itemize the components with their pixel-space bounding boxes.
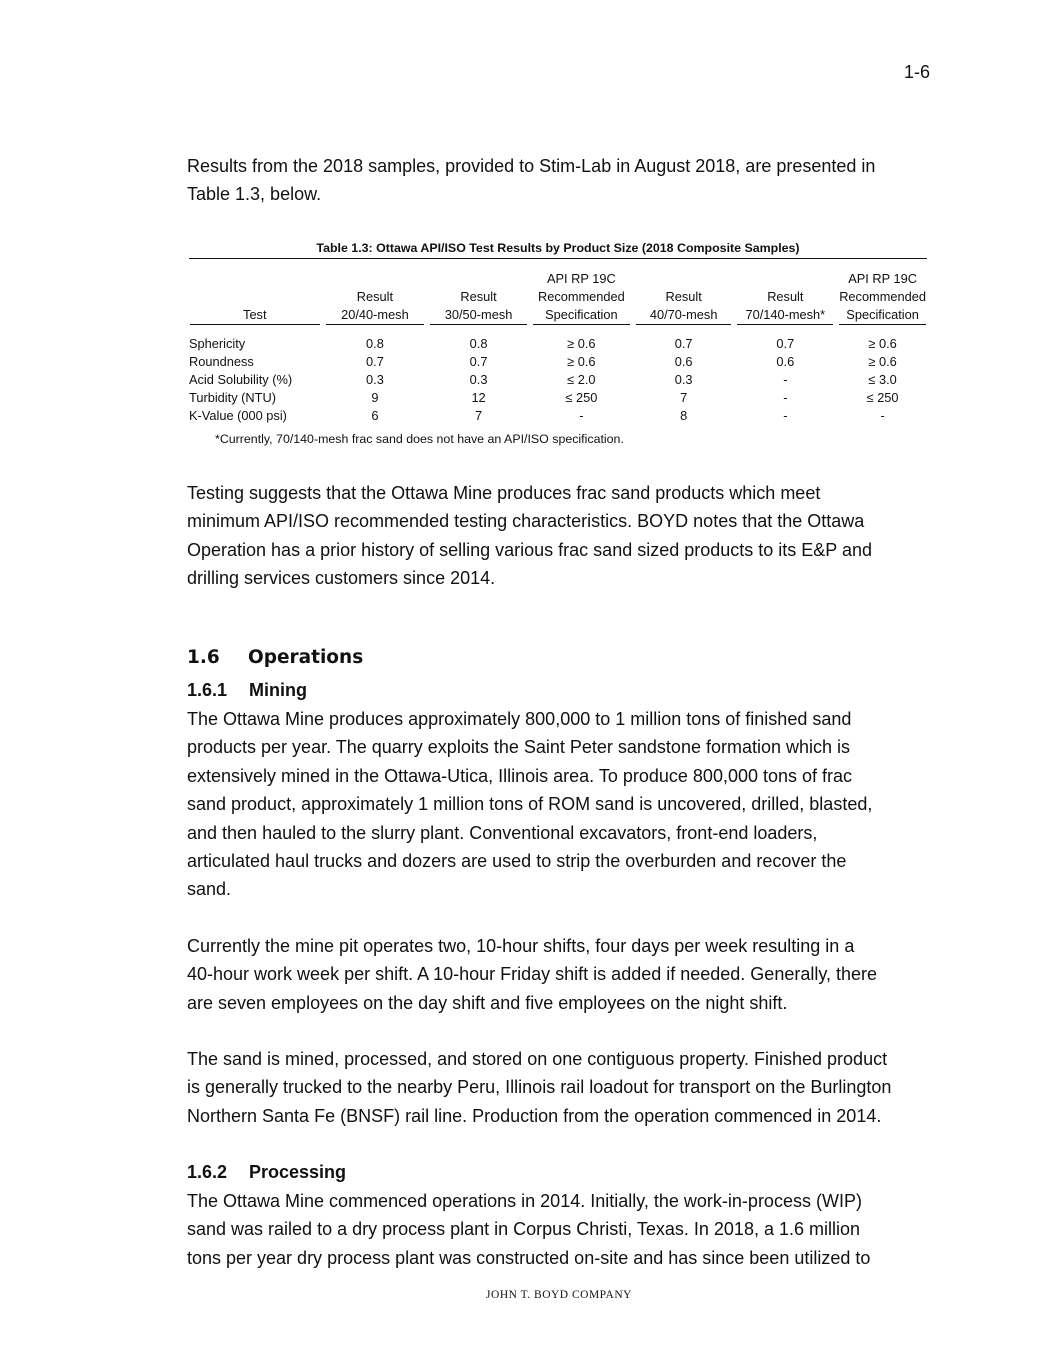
header-spec-1: API RP 19C Recommended Specification	[530, 270, 633, 325]
section-title: Operations	[248, 647, 364, 668]
table-cell: ≤ 250	[565, 390, 598, 405]
table-cell: ≤ 3.0	[868, 372, 897, 387]
row-test-label: K-Value (000 psi)	[189, 408, 287, 423]
subsection-heading-processing	[187, 1162, 346, 1183]
section-number: 1.6	[187, 647, 220, 668]
table-cell: -	[880, 408, 885, 423]
table-cell: 0.7	[469, 354, 488, 369]
table-header-row	[187, 270, 929, 325]
table-row	[187, 389, 929, 407]
testing-paragraph: Testing suggests that the Ottawa Mine produces frac sand products which meet minimum API/ISO recommended testing characteristics. BOYD notes that the Ottawa Operation has a prior history of selling various frac sand sized products to its E&P and drilling services customers since 2014.	[187, 483, 873, 589]
row-test-label: Acid Solubility (%)	[189, 372, 293, 387]
table-row	[187, 371, 929, 389]
table-cell: 0.8	[469, 336, 488, 351]
table-cell: 12	[471, 390, 486, 405]
row-test-label: Roundness	[189, 354, 254, 369]
header-test: Test	[187, 270, 323, 325]
row-test-label: Sphericity	[189, 336, 246, 351]
row-test-label: Turbidity (NTU)	[189, 390, 276, 405]
table-cell: ≤ 2.0	[567, 372, 596, 387]
table-cell: ≥ 0.6	[567, 336, 596, 351]
section-heading	[187, 647, 363, 668]
header-result-70-140: Result 70/140-mesh*	[734, 270, 836, 325]
table-row	[187, 335, 929, 353]
table-cell: 6	[371, 408, 379, 423]
table-cell: ≥ 0.6	[567, 354, 596, 369]
page-number: 1-6	[904, 62, 931, 82]
table-cell: 0.7	[674, 336, 693, 351]
table-cell: -	[579, 408, 584, 423]
processing-paragraph: The Ottawa Mine commenced operations in 2014. Initially, the work-in-process (WIP) sand was railed to a dry process plant in Corpus Christi, Texas. In 2018, a 1.6 million tons per year dry process plant was constructed on-site and has since been utilized to	[187, 1191, 871, 1268]
table-cell: 8	[680, 408, 688, 423]
mining-paragraph-3: The sand is mined, processed, and stored on one contiguous property. Finished product is generally trucked to the nearby Peru, Illinois rail loadout for transport on the Burlington Northern Santa Fe (BNSF) rail line. Production from the operation commenced in 2014.	[187, 1049, 892, 1126]
page-footer: JOHN T. BOYD COMPANY	[486, 1289, 632, 1301]
table-row	[187, 353, 929, 371]
header-result-30-50: Result 30/50-mesh	[427, 270, 530, 325]
header-spec-2: API RP 19C Recommended Specification	[836, 270, 929, 325]
table-cell: 0.6	[776, 354, 795, 369]
table-cell: 0.3	[469, 372, 488, 387]
table-cell: 0.3	[366, 372, 384, 387]
results-table	[187, 270, 929, 425]
subsection-number: 1.6.2	[187, 1162, 228, 1182]
table-row	[187, 407, 929, 425]
intro-paragraph: Results from the 2018 samples, provided to Stim-Lab in August 2018, are presented in Table 1.3, below.	[187, 156, 876, 205]
mining-paragraph-2: Currently the mine pit operates two, 10-hour shifts, four days per week resulting in a 40-hour work week per shift. A 10-hour Friday shift is added if needed. Generally, there are seven employees on the day shift and five employees on the night shift.	[187, 936, 878, 1013]
table-cell: ≥ 0.6	[868, 336, 897, 351]
header-result-40-70: Result 40/70-mesh	[633, 270, 735, 325]
subsection-number: 1.6.1	[187, 680, 228, 700]
table-cell: 7	[475, 408, 483, 423]
table-cell: 0.6	[674, 354, 693, 369]
table-cell: 0.7	[366, 354, 384, 369]
table-title: Table 1.3: Ottawa API/ISO Test Results by Product Size (2018 Composite Samples)	[189, 241, 927, 259]
table-cell: 0.8	[366, 336, 384, 351]
header-result-20-40: Result 20/40-mesh	[323, 270, 428, 325]
table-cell: -	[783, 372, 788, 387]
table-cell: -	[783, 408, 788, 423]
table-cell: 0.7	[776, 336, 795, 351]
subsection-heading-mining	[187, 680, 307, 701]
mining-paragraph-1: The Ottawa Mine produces approximately 800,000 to 1 million tons of finished sand products per year. The quarry exploits the Saint Peter sandstone formation which is extensively mined in the Ottawa-Utica, Illinois area. To produce 800,000 tons of frac sand product, approximately 1 million tons of ROM sand is uncovered, drilled, blasted, and then hauled to the slurry plant. Conventional excavators, front-end loaders, articulated haul trucks and dozers are used to strip the overburden and recover the sand.	[187, 709, 873, 900]
table-cell: ≥ 0.6	[868, 354, 897, 369]
table-cell: 0.3	[674, 372, 693, 387]
subsection-title: Processing	[249, 1162, 347, 1182]
table-cell: 7	[680, 390, 688, 405]
subsection-title: Mining	[249, 680, 307, 700]
table-footnote: *Currently, 70/140-mesh frac sand does not have an API/ISO specification.	[215, 432, 624, 446]
table-cell: ≤ 250	[866, 390, 899, 405]
table-cell: -	[783, 390, 788, 405]
table-cell: 9	[371, 390, 379, 405]
